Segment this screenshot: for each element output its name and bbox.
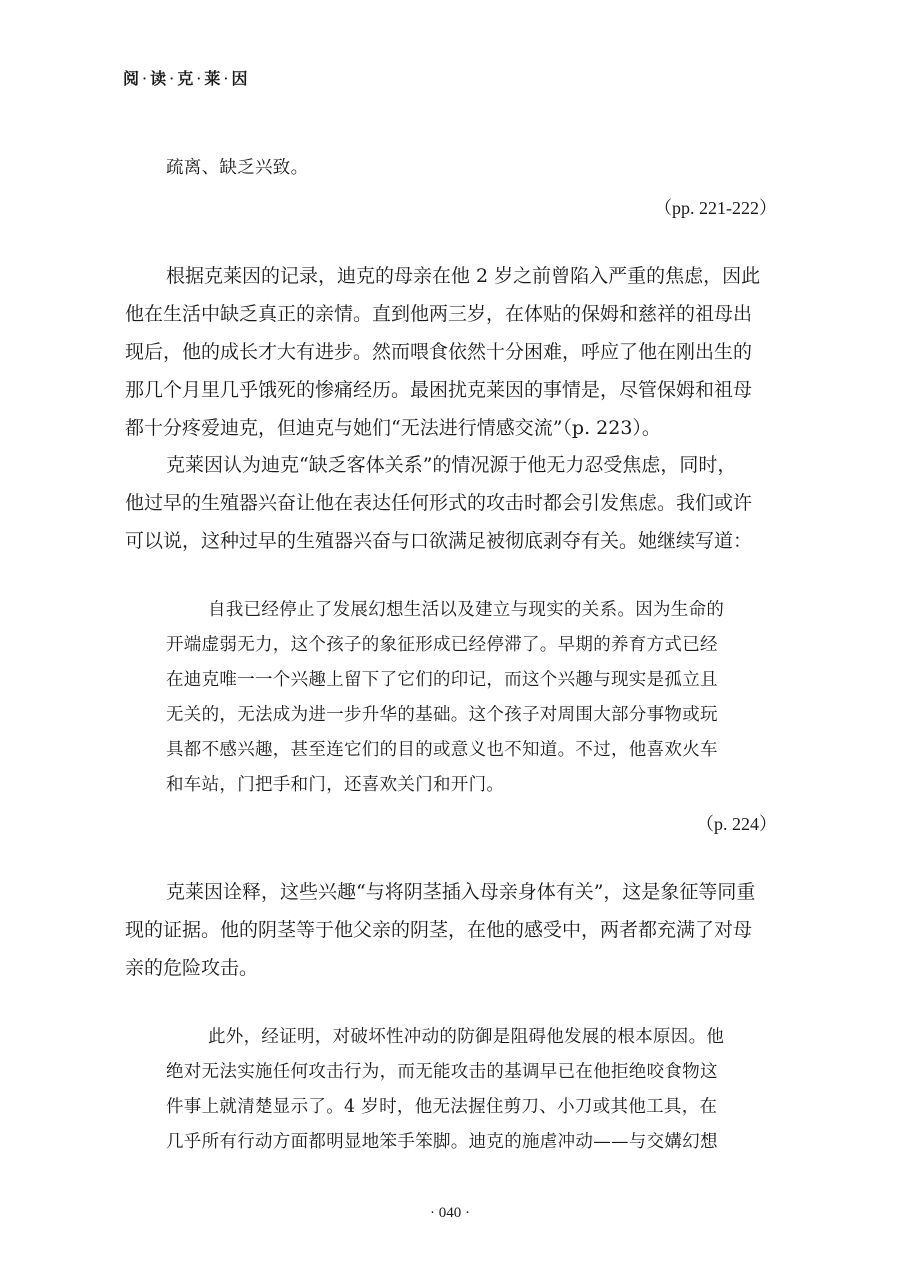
header-char: 读: [150, 69, 167, 88]
quote-line: 自我已经停止了发展幻想生活以及建立与现实的关系。因为生命的: [208, 600, 725, 620]
paragraph-line: 他过早的生殖器兴奋让他在表达任何形式的攻击时都会引发焦虑。我们或许: [125, 492, 753, 514]
header-separator: ·: [169, 69, 175, 88]
quote-line: 和车站，门把手和门，还喜欢关门和开门。: [166, 775, 505, 795]
citation: （p. 224）: [696, 814, 777, 834]
running-header: [123, 66, 247, 89]
quote-line: 无关的，无法成为进一步升华的基础。这个孩子对周围大部分事物或玩: [166, 705, 718, 725]
header-char: 克: [177, 69, 194, 88]
header-separator: ·: [142, 69, 148, 88]
paragraph-line: 都十分疼爱迪克，但迪克与她们“无法进行情感交流”（p. 223）。: [125, 417, 661, 439]
page-number: · 040 ·: [430, 1205, 470, 1221]
paragraph-line: 现的证据。他的阴茎等于他父亲的阴茎，在他的感受中，两者都充满了对母: [125, 919, 753, 941]
header-char: 因: [231, 69, 248, 88]
quote-line: 开端虚弱无力，这个孩子的象征形成已经停滞了。早期的养育方式已经: [166, 635, 718, 655]
quote-line: 此外，经证明，对破坏性冲动的防御是阻碍他发展的根本原因。他: [208, 1027, 725, 1047]
paragraph-line: 那几个月里几乎饿死的惨痛经历。最困扰克莱因的事情是，尽管保姆和祖母: [125, 379, 753, 401]
paragraph-line: 亲的危险攻击。: [125, 957, 259, 979]
quote-line: 疏离、缺乏兴致。: [166, 158, 309, 178]
paragraph-line: 根据克莱因的记录，迪克的母亲在他 2 岁之前曾陷入严重的焦虑，因此: [166, 265, 761, 287]
quote-line: 具都不感兴趣，甚至连它们的目的或意义也不知道。不过，他喜欢火车: [166, 740, 718, 760]
header-separator: ·: [196, 69, 202, 88]
header-char: 莱: [204, 69, 221, 88]
citation: （pp. 221-222）: [654, 198, 777, 218]
paragraph-line: 克莱因诠释，这些兴趣“与将阴茎插入母亲身体有关”，这是象征等同重: [166, 881, 756, 903]
paragraph-line: 可以说，这种过早的生殖器兴奋与口欲满足被彻底剥夺有关。她继续写道：: [125, 530, 753, 552]
quote-line: 在迪克唯一一个兴趣上留下了它们的印记，而这个兴趣与现实是孤立且: [166, 670, 718, 690]
header-separator: ·: [223, 69, 229, 88]
paragraph-line: 克莱因认为迪克“缺乏客体关系”的情况源于他无力忍受焦虑，同时，: [166, 454, 737, 476]
quote-line: 绝对无法实施任何攻击行为，而无能攻击的基调早已在他拒绝咬食物这: [166, 1062, 718, 1082]
quote-line: 件事上就清楚显示了。4 岁时，他无法握住剪刀、小刀或其他工具，在: [166, 1097, 718, 1117]
quote-line: 几乎所有行动方面都明显地笨手笨脚。迪克的施虐冲动——与交媾幻想: [166, 1132, 718, 1152]
header-char: 阅: [123, 69, 140, 88]
paragraph-line: 他在生活中缺乏真正的亲情。直到他两三岁，在体贴的保姆和慈祥的祖母出: [125, 303, 753, 325]
paragraph-line: 现后，他的成长才大有进步。然而喂食依然十分困难，呼应了他在刚出生的: [125, 341, 753, 363]
